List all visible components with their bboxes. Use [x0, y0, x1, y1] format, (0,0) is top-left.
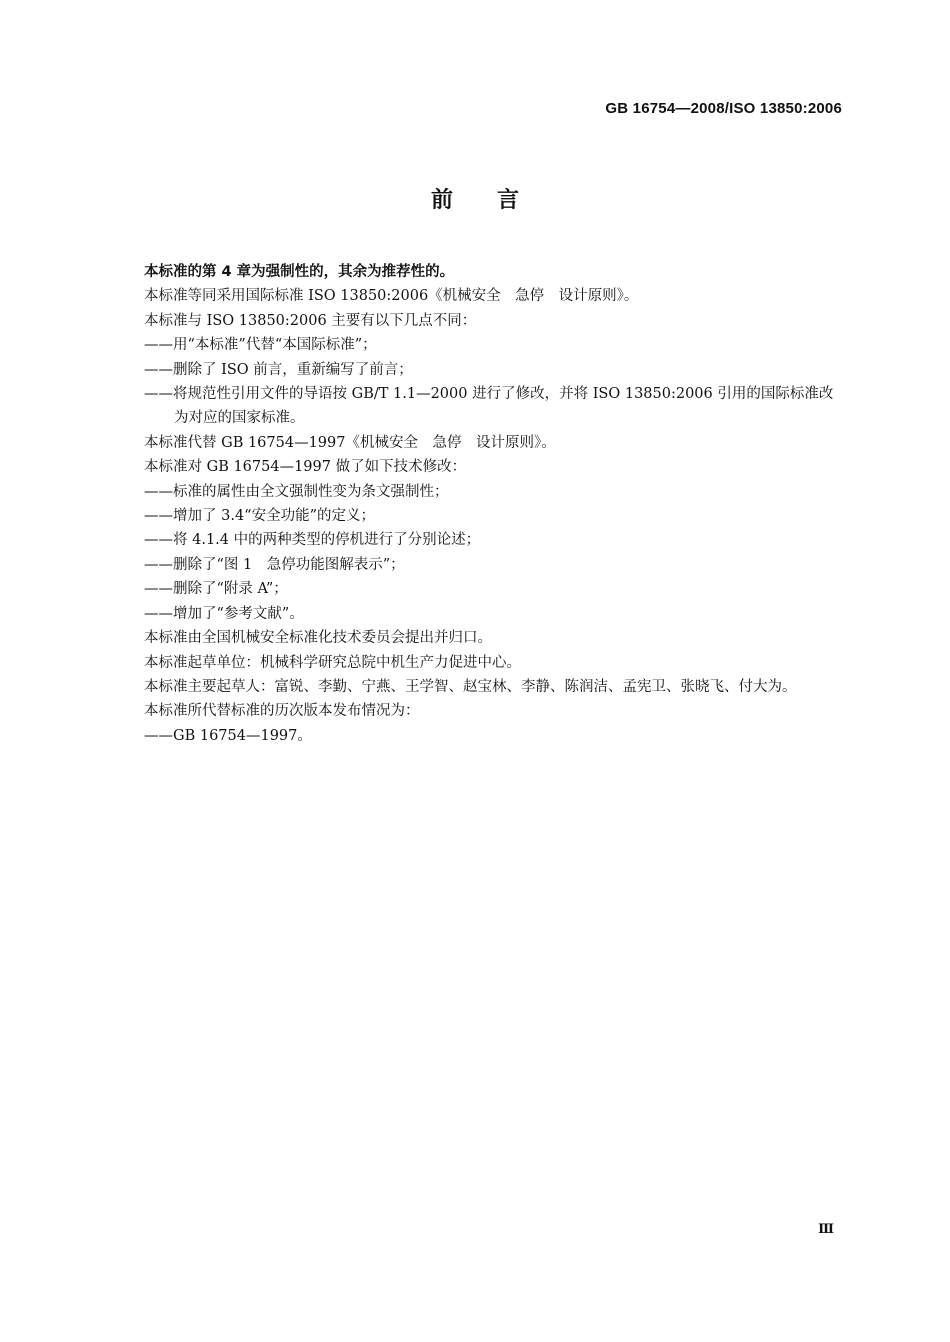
list-item-change-2: ——增加了 3.4“安全功能”的定义； — [144, 508, 375, 525]
paragraph-changes-intro: 本标准对 GB 16754—1997 做了如下技术修改： — [144, 459, 467, 476]
list-item-change-4: ——删除了“图 1 急停功能图解表示”； — [144, 556, 405, 573]
paragraph-history-intro: 本标准所代替标准的历次版本发布情况为： — [144, 703, 420, 720]
standard-code-header: GB 16754—2008/ISO 13850:2006 — [605, 100, 842, 117]
paragraph-mandatory-chapter: 本标准的第 4 章为强制性的，其余为推荐性的。 — [144, 264, 455, 280]
foreword-body — [144, 260, 846, 748]
list-item-difference-3: ——将规范性引用文件的导语按 GB/T 1.1—2000 进行了修改，并将 ISO 13850:2006 引用的国际标准改为对应的国家标准。 — [144, 386, 834, 427]
list-item-change-6: ——增加了“参考文献”。 — [144, 605, 304, 622]
paragraph-adoption: 本标准等同采用国际标准 ISO 13850:2006《机械安全 急停 设计原则》。 — [144, 288, 639, 305]
page-title: 前言 — [430, 188, 563, 213]
paragraph-replaces: 本标准代替 GB 16754—1997《机械安全 急停 设计原则》。 — [144, 434, 556, 451]
paragraph-drafters: 本标准主要起草人：富锐、李勤、宁燕、王学智、赵宝林、李静、陈润洁、孟宪卫、张晓飞、付大为。 — [144, 678, 797, 695]
list-item-history-1: ——GB 16754—1997。 — [144, 727, 312, 744]
list-item-difference-2: ——删除了 ISO 前言，重新编写了前言； — [144, 361, 413, 378]
page-number: Ⅲ — [818, 1222, 834, 1237]
list-item-change-5: ——删除了“附录 A”； — [144, 581, 288, 598]
list-item-difference-1: ——用“本标准”代替“本国际标准”； — [144, 337, 377, 354]
list-item-change-3: ——将 4.1.4 中的两种类型的停机进行了分别论述； — [144, 532, 481, 549]
list-item-change-1: ——标准的属性由全文强制性变为条文强制性； — [144, 483, 449, 500]
paragraph-differences-intro: 本标准与 ISO 13850:2006 主要有以下几点不同： — [144, 312, 477, 329]
paragraph-proposed-by: 本标准由全国机械安全标准化技术委员会提出并归口。 — [144, 630, 492, 647]
paragraph-drafting-unit: 本标准起草单位：机械科学研究总院中机生产力促进中心。 — [144, 654, 521, 671]
